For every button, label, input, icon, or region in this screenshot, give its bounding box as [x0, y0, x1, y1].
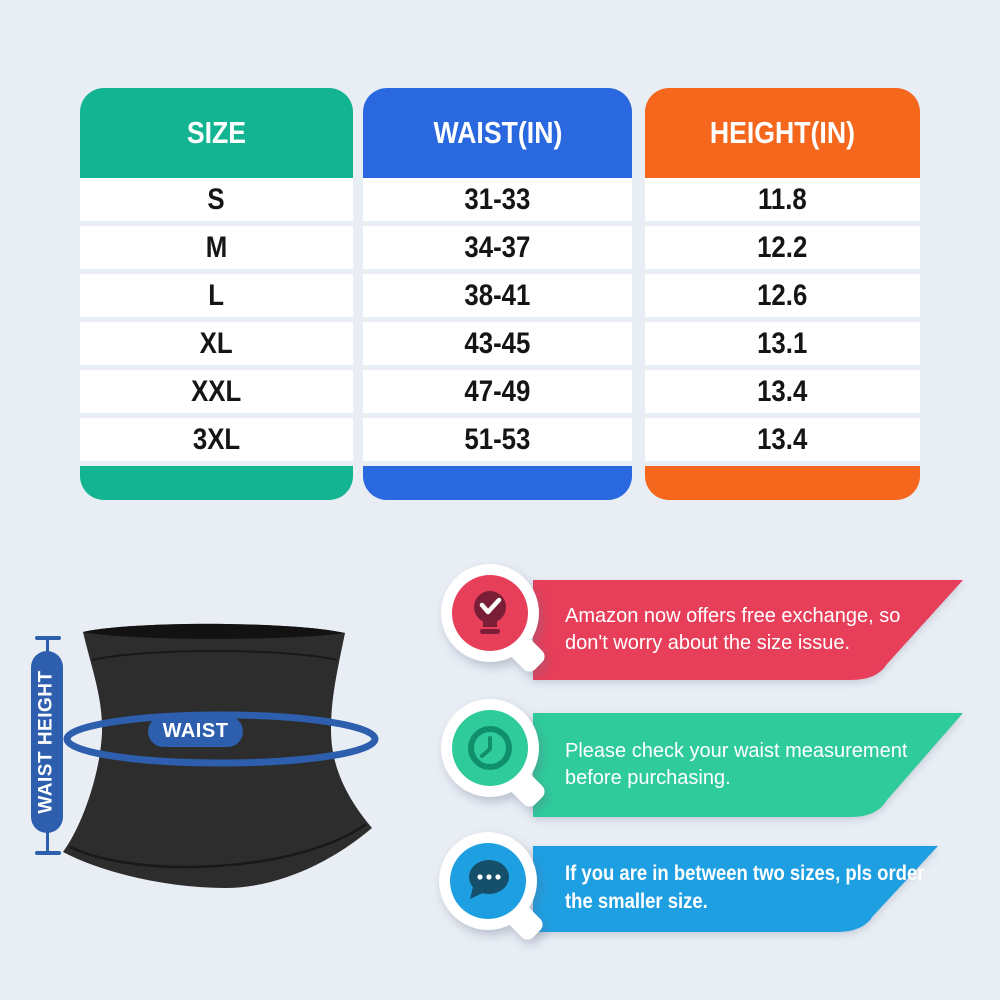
- dimension-cap-top: [35, 636, 61, 640]
- table-column-height: [645, 88, 920, 500]
- table-row: [645, 226, 920, 269]
- cell-waist-m: 34-37: [464, 230, 531, 264]
- cell-waist-s: 31-33: [464, 182, 531, 216]
- callout-line: Please check your waist measurement: [565, 740, 908, 762]
- table-row: [645, 418, 920, 461]
- callout-line: don't worry about the size issue.: [565, 632, 851, 654]
- column-footer-height: [645, 466, 920, 500]
- magnifier-badge: [430, 553, 575, 698]
- table-row: [80, 322, 353, 365]
- cell-height-xl: 13.1: [757, 326, 808, 360]
- table-column-size: [80, 88, 353, 500]
- cell-height-l: 12.6: [757, 278, 808, 312]
- table-row: [80, 274, 353, 317]
- table-row: [363, 370, 632, 413]
- magnifier-badge: [430, 688, 575, 833]
- table-row: [645, 322, 920, 365]
- table-row: [363, 418, 632, 461]
- cell-waist-3xl: 51-53: [464, 422, 531, 456]
- callout-text-exchange: [565, 580, 945, 680]
- cell-size-3xl: 3XL: [192, 422, 241, 456]
- column-header-height-label: HEIGHT(IN): [709, 115, 856, 150]
- waist-tag: [148, 716, 243, 747]
- dimension-cap-bottom: [35, 851, 61, 855]
- magnifier-badge: [428, 821, 573, 966]
- column-footer-size: [80, 466, 353, 500]
- callout-text-measure: [565, 713, 945, 817]
- column-header-waist-label: WAIST(IN): [433, 115, 562, 150]
- column-header-size-label: SIZE: [186, 115, 247, 150]
- cell-waist-xxl: 47-49: [464, 374, 531, 408]
- cell-size-xl: XL: [200, 326, 233, 360]
- cell-height-s: 11.8: [758, 182, 807, 216]
- table-column-waist: [363, 88, 632, 500]
- table-row: [363, 178, 632, 221]
- column-header-waist: [363, 88, 632, 178]
- cell-size-s: S: [207, 182, 226, 216]
- callout-line: Amazon now offers free exchange, so: [565, 605, 901, 627]
- table-row: [645, 370, 920, 413]
- table-row: [645, 178, 920, 221]
- waist-height-tag: [31, 651, 63, 833]
- table-row: [80, 178, 353, 221]
- table-row: [363, 322, 632, 365]
- table-row: [80, 370, 353, 413]
- cell-waist-xl: 43-45: [464, 326, 531, 360]
- callout-line: If you are in between two sizes, pls order: [565, 862, 925, 885]
- waist-tag-label: WAIST: [162, 720, 229, 742]
- cell-waist-l: 38-41: [464, 278, 531, 312]
- column-header-size: [80, 88, 353, 178]
- table-row: [363, 226, 632, 269]
- column-header-height: [645, 88, 920, 178]
- cell-height-3xl: 13.4: [757, 422, 808, 456]
- table-row: [80, 418, 353, 461]
- cell-height-xxl: 13.4: [757, 374, 808, 408]
- cell-size-l: L: [208, 278, 225, 312]
- callout-line: before purchasing.: [565, 767, 731, 789]
- waist-height-tag-label: WAIST HEIGHT: [36, 670, 58, 814]
- callout-line: the smaller size.: [565, 890, 708, 913]
- cell-size-xxl: XXL: [191, 374, 242, 408]
- table-row: [363, 274, 632, 317]
- column-footer-waist: [363, 466, 632, 500]
- table-row: [80, 226, 353, 269]
- cell-size-m: M: [205, 230, 228, 264]
- cell-height-m: 12.2: [757, 230, 808, 264]
- callout-text-between-sizes: [565, 846, 945, 930]
- waist-trainer-illustration: [20, 600, 440, 910]
- table-row: [645, 274, 920, 317]
